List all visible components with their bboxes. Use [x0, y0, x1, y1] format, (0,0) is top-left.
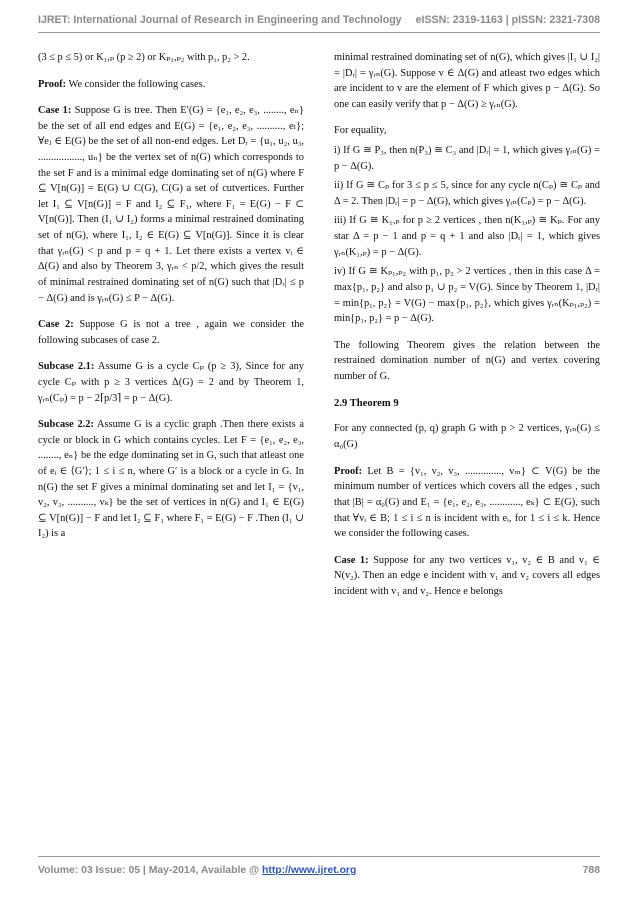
page-header — [38, 14, 600, 26]
proof-paragraph — [334, 464, 600, 542]
paragraph-text: Assume G is a cycle Cₚ (p ≥ 3), Since for any cycle Cₚ with p ≥ 3 vertices Δ(G) = 2 and by Theorem 1, γᵣₙ(Cₚ) = p − 2⌈p/3⌉ = p − Δ(G). — [38, 361, 304, 404]
paragraph-text: Suppose G is not a tree , again we consider the following subcases of case 2. — [38, 319, 305, 346]
paragraph: ii) If G ≅ Cₚ for 3 ≤ p ≤ 5, since for any cycle n(Cₚ) ≅ Cₚ and Δ = 2. Then |Dᵣ| = p − Δ(G), which gives γᵣₙ(Cₚ) = p − Δ(G). — [334, 180, 600, 207]
case-label: Subcase 2.1: — [38, 361, 95, 373]
section-heading: 2.9 Theorem 9 — [334, 397, 399, 409]
case-paragraph — [38, 359, 304, 406]
volume-text: Volume: 03 Issue: 05 | May-2014, Available @ — [38, 865, 263, 876]
volume-info — [38, 865, 356, 876]
paragraph: For any connected (p, q) graph G with p > 2 vertices, γᵣₙ(G) ≤ α₀(G) — [334, 423, 600, 451]
paragraph: minimal restrained dominating set of n(G), which gives |I₁ ∪ I₂| = |Dᵣ| = γᵣₙ(G). Suppose v ∈ Δ(G) and atleast two edges which are incident to v are the element of F which gives p − Δ(G). So one can easily verify that p − Δ(G) ≥ γᵣₙ(G). — [334, 52, 600, 110]
case-label: Case 1: — [334, 554, 369, 566]
case-paragraph — [38, 417, 304, 542]
issn-text: eISSN: 2319-1163 | pISSN: 2321-7308 — [415, 14, 600, 26]
case-paragraph — [38, 103, 304, 306]
case-label: Case 2: — [38, 319, 74, 331]
left-column — [38, 50, 304, 553]
proof-label: Proof: — [38, 78, 67, 90]
case-label: Case 1: — [38, 105, 72, 117]
case-paragraph — [334, 553, 600, 600]
right-column — [334, 50, 600, 611]
header-rule — [38, 32, 600, 33]
paragraph: iv) If G ≅ Kₚ₁,ₚ₂ with p₁, p₂ > 2 vertices , then in this case Δ = max{p₁, p₂} and also p₁ ∪ p₂ = V(G). Since by Theorem 1, |Dᵣ| = min{p₁, p₂} = V(G) − max{p₁, p₂}, which gives γᵣₙ(Kₚ₁,ₚ₂) = min{p₁, p₂} = p − Δ(G). — [334, 266, 600, 325]
paragraph-text: Suppose for any two vertices v₁, v₂ ∈ B and v₁ ∈ N(v₂). Then an edge e incident with v₁ and v₂ covers all edges incident with v₁ and v₂. Hence e belongs — [334, 554, 600, 597]
paragraph-text: Let B = {v₁, v₂, v₃, .............., vₘ} ⊂ V(G) be the minimum number of vertices which covers all the edges , such that |B| = α₀(G) and E₁ = {e₁, e₂, e₃, ............, eₖ} ⊂ E(G), such that ∀vᵢ ∈ B; 1 ≤ i ≤ n is incident with eᵢ, for 1 ≤ i ≤ k. Hence we consider the following cases. — [334, 465, 600, 540]
paragraph: (3 ≤ p ≤ 5) or K₁,ₚ (p ≥ 2) or Kₚ₁,ₚ₂ with p₁, p₂ > 2. — [38, 52, 250, 63]
proof-paragraph — [38, 77, 304, 93]
paragraph-text: Assume G is a cyclic graph .Then there exists a cycle or block in G which contains cycles. Let F = {e₁, e₂, e₃, ........, eₙ} be the edge dominating set in G, such that atleast one of eᵢ ∈ ⟨G′⟩; 1 ≤ i ≤ n, where G′ is a block or a cycle in G. In n(G) the set F gives a minimal dominating set and let I₁ = {v₁, v₂, v₃, .........., vₖ} be the set of vertices in n(G) and I₁ ∈ E(G) ⊆ V[n(G)] − F and let I₂ ⊆ F₁ where F₁ = E(G) − F .Then (I₁ ∪ I₂) is a — [38, 419, 304, 540]
journal-title: IJRET: International Journal of Research in Engineering and Technology — [38, 14, 402, 26]
case-paragraph — [38, 317, 304, 348]
paragraph-text: We consider the following cases. — [66, 78, 206, 90]
paragraph: The following Theorem gives the relation between the restrained domination number of n(G) and vertex covering number of G. — [334, 339, 600, 382]
footer-rule — [38, 856, 600, 857]
proof-label: Proof: — [334, 465, 363, 477]
paragraph: For equality, — [334, 125, 387, 137]
page-number: 788 — [582, 865, 600, 876]
journal-link[interactable]: http://www.ijret.org — [262, 865, 357, 876]
page-footer — [38, 865, 600, 876]
paragraph-text: Suppose G is tree. Then E′(G) = {e₁, e₂, e₃, ........, eₙ} be the set of all end edges and E(G) = {e₁, e₂, e₃, .........., eₗ}; ∀eⱼ ∈ E(G) be the set of all non-end edges. Let Dᵣ = {u₁, u₂, u₃, ................., uₙ} be the vertex set of n(G) which corresponds to the set F and is a minimal edge dominating set of n(G) where F ⊆ V[n(G)] = E(G) ∪ C(G), C(G) a set of cutvertices. Further let I₁ ⊆ V[n(G)] = F and I₂ ⊆ F₁, where F₁ = E(G) − F ⊂ V[n(G)]. Then (I₁ ∪ I₂) forms a minimal restrained dominating set of n(G), where I₁, I₂ ∈ E(G) ⊆ V[n(G)]. Since it is clear that γᵣₙ(G) < p and p = q + 1. Let there exists a vertex vᵢ ∈ Δ(G) and also by Theorem 3, γᵣₙ < p/2, which gives the result of minimal restrained dominating set of n(G) such that |Dᵣ| ≤ p − Δ(G) and is γᵣₙ(G) ≤ P − Δ(G). — [38, 105, 305, 304]
case-label: Subcase 2.2: — [38, 419, 94, 431]
paragraph: i) If G ≅ P₃, then n(P₃) ≅ C₃ and |Dᵣ| = 1, which gives γᵣₙ(G) = p − Δ(G). — [334, 145, 600, 172]
paragraph: iii) If G ≅ K₁,ₚ for p ≥ 2 vertices , then n(K₁,ₚ) ≅ Kₚ. For any star Δ = p − 1 and p = q + 1 and also |Dᵣ| = 1, which gives γᵣₙ(K₁,ₚ) = p − Δ(G). — [334, 215, 600, 258]
